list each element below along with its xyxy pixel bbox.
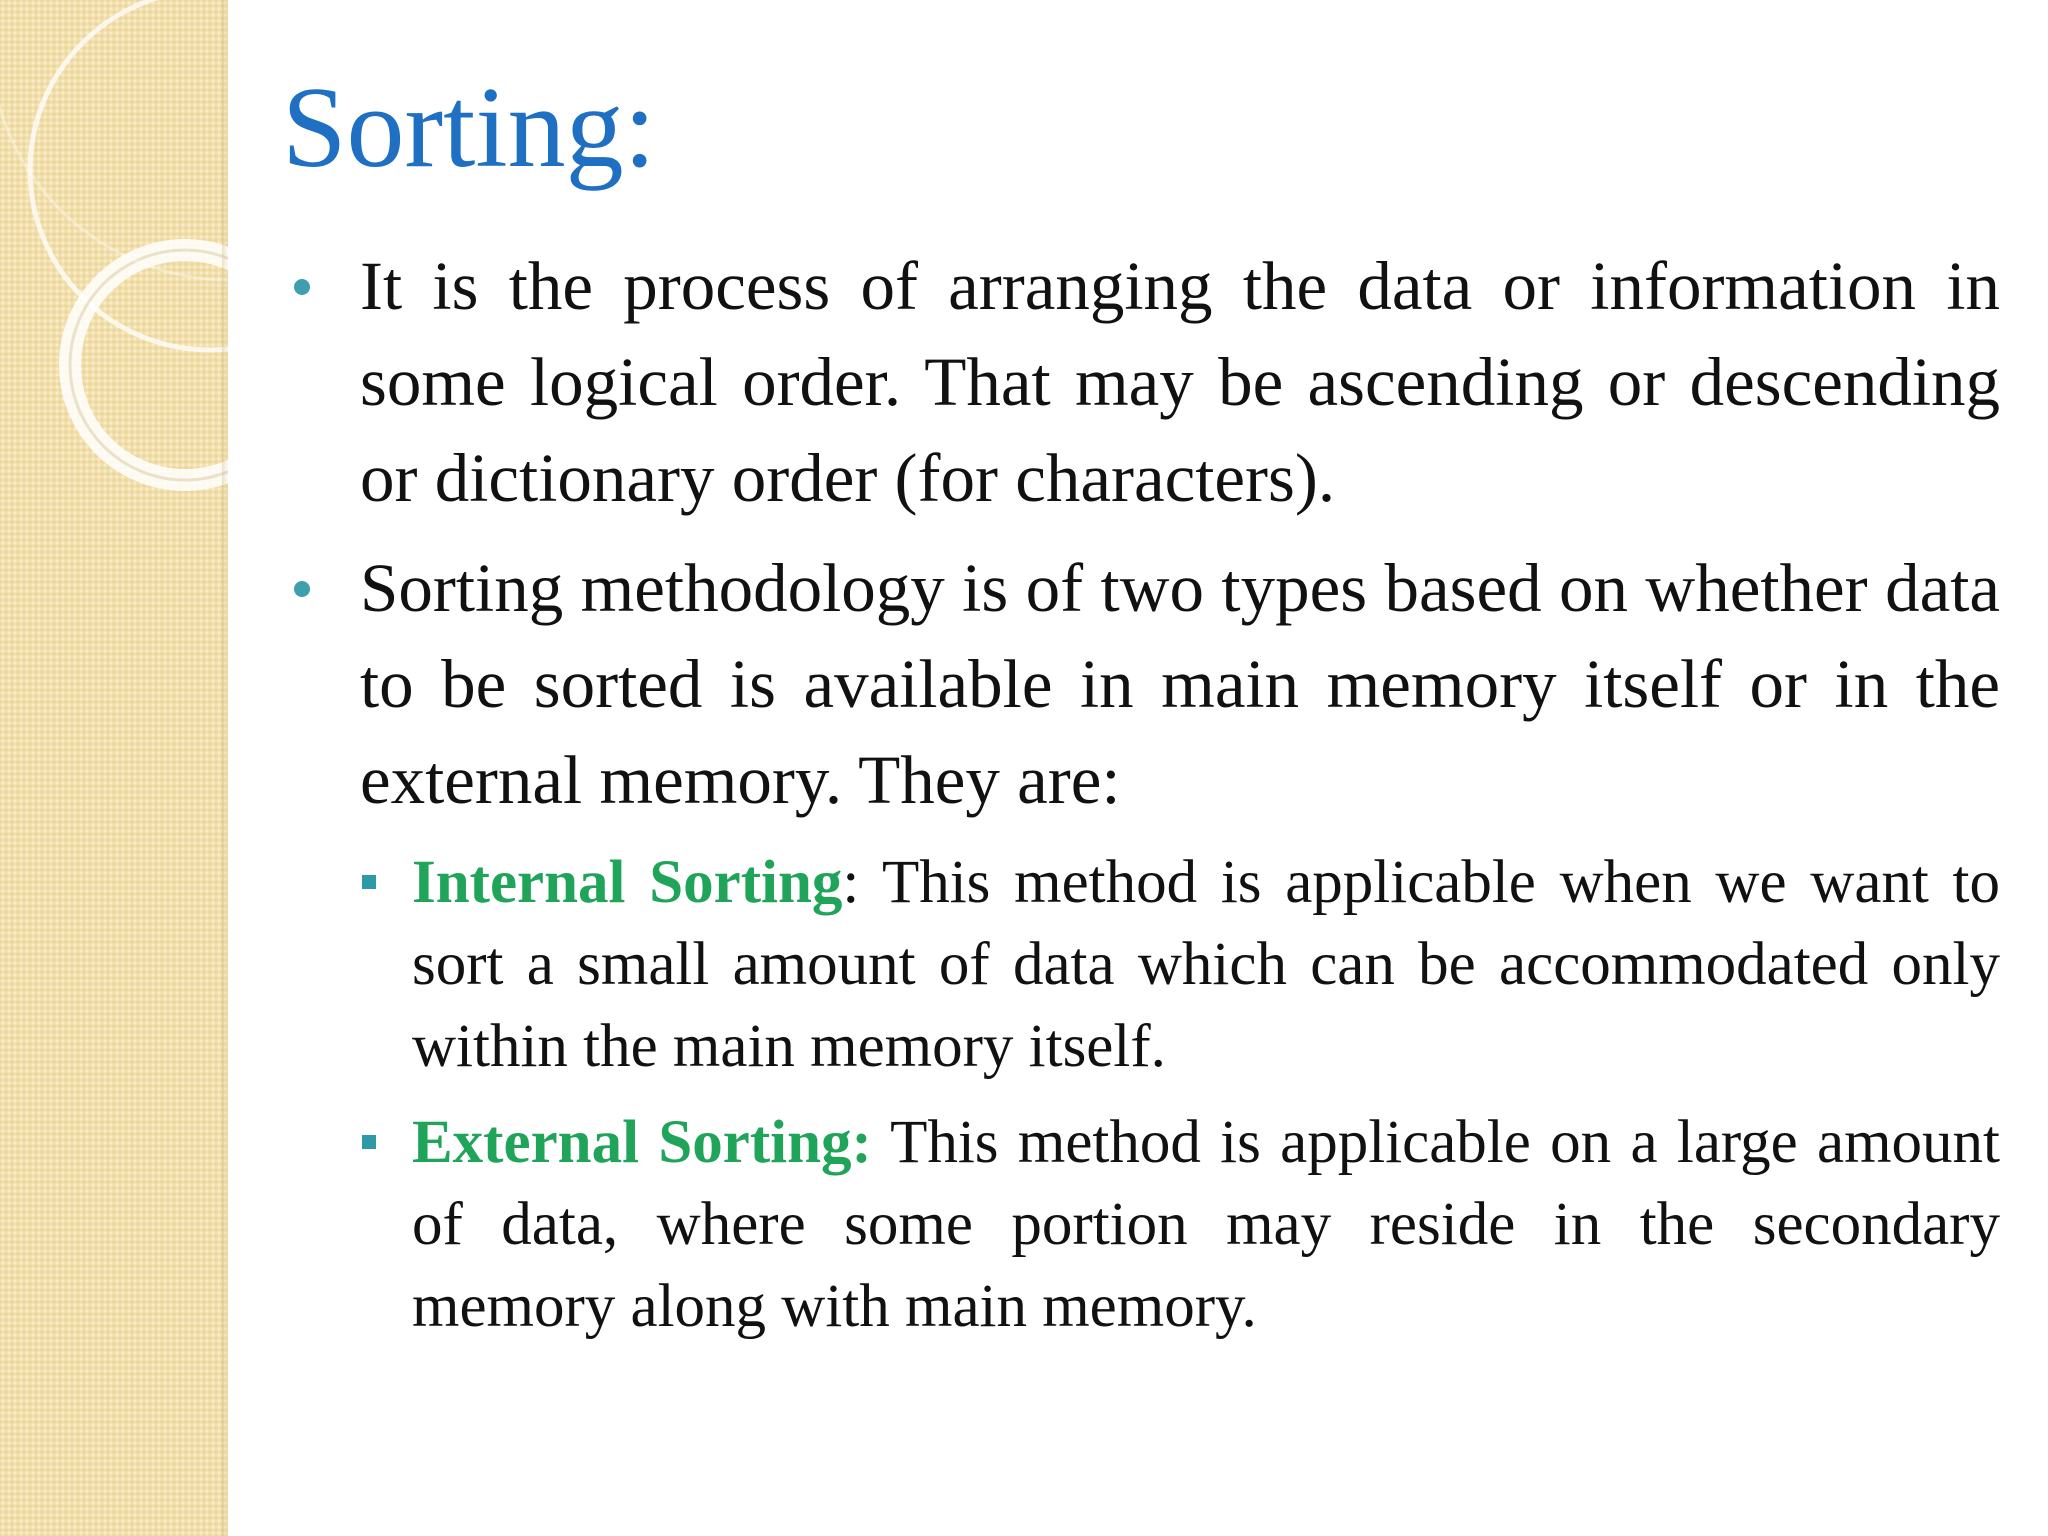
sub-bullet-text: This method is applicable on a large amount of data, where some portion may reside in the secondary memory along with main memory.	[412, 1109, 2000, 1340]
term-separator: :	[842, 849, 860, 916]
square-bullet-icon	[362, 875, 376, 889]
external-sorting-term: External Sorting:	[412, 1109, 872, 1176]
sub-bullet-item	[360, 842, 2000, 1088]
square-bullet-icon	[362, 1135, 376, 1149]
round-bullet-icon	[294, 279, 310, 295]
bullet-text: It is the process of arranging the data or information in some logical order. That may be ascending or descending or dictionary order (for characters).	[360, 248, 2000, 516]
bullet-item	[290, 238, 2000, 526]
slide-content	[290, 238, 2000, 1362]
internal-sorting-term: Internal Sorting	[412, 849, 843, 916]
bullet-text: Sorting methodology is of two types based on whether data to be sorted is available in main memory itself or in the external memory. They are:	[360, 550, 2000, 818]
round-bullet-icon	[294, 581, 310, 597]
sub-bullet-text: This method is applicable when we want to sort a small amount of data which can be accommodated only within the main memory itself.	[412, 849, 2001, 1080]
sub-bullet-item	[360, 1102, 2000, 1348]
decorative-sidebar	[0, 0, 228, 1536]
ring-decoration-icon	[0, 0, 228, 560]
bullet-item	[290, 540, 2000, 828]
slide-title: Sorting:	[282, 64, 656, 192]
